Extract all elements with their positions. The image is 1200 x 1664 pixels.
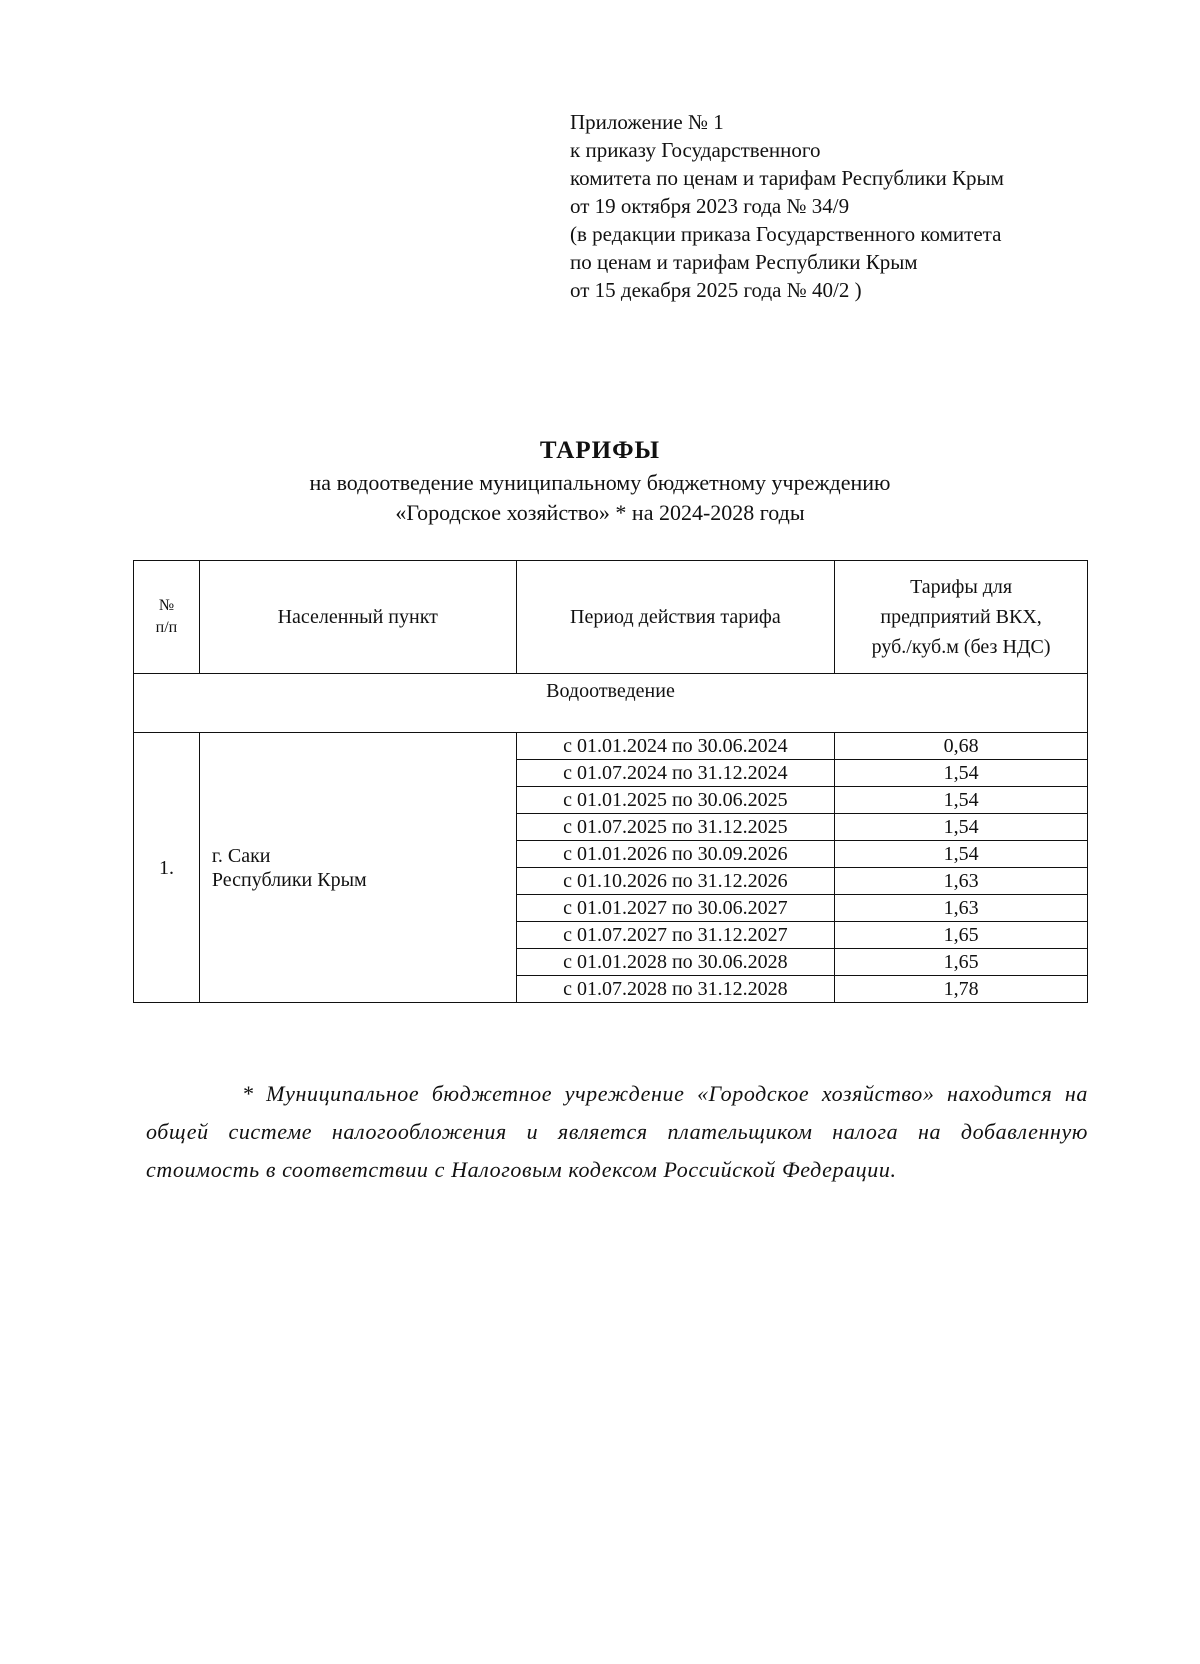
- appendix-line: от 19 октября 2023 года № 34/9: [570, 194, 850, 218]
- document-subtitle-line: «Городское хозяйство» * на 2024-2028 годы: [395, 500, 805, 525]
- appendix-line: к приказу Государственного: [570, 138, 821, 162]
- footnote: * Муниципальное бюджетное учреждение «Городское хозяйство» находится на общей системе налогообложения и является плательщиком налога на добавленную стоимость в соответствии с Налоговым кодексом Российской Федерации.: [146, 1081, 1088, 1182]
- document-title: ТАРИФЫ: [539, 437, 661, 464]
- table-header-row: [134, 561, 1088, 674]
- appendix-line: (в редакции приказа Государственного комитета: [570, 222, 1002, 246]
- period-cell: с 01.07.2025 по 31.12.2025: [516, 814, 835, 841]
- header-tariff-line: Тарифы для: [910, 576, 1013, 598]
- period-cell: с 01.01.2028 по 30.06.2028: [516, 949, 835, 976]
- tariffs-table: [133, 560, 1088, 1003]
- tariff-cell: 1,54: [835, 787, 1088, 814]
- header-period: Период действия тарифа: [516, 561, 835, 674]
- header-number-line: №: [158, 597, 175, 614]
- period-cell: с 01.01.2027 по 30.06.2027: [516, 895, 835, 922]
- period-cell: с 01.01.2026 по 30.09.2026: [516, 841, 835, 868]
- table-section-row: [134, 674, 1088, 733]
- period-cell: с 01.07.2024 по 31.12.2024: [516, 760, 835, 787]
- tariff-cell: 1,63: [835, 868, 1088, 895]
- tariff-cell: 1,63: [835, 895, 1088, 922]
- period-cell: с 01.07.2028 по 31.12.2028: [516, 976, 835, 1003]
- section-label: Водоотведение: [134, 674, 1088, 733]
- period-cell: с 01.10.2026 по 31.12.2026: [516, 868, 835, 895]
- tariff-cell: 1,65: [835, 949, 1088, 976]
- table-row: [134, 733, 1088, 760]
- header-number: [134, 561, 200, 674]
- period-cell: с 01.01.2024 по 30.06.2024: [516, 733, 835, 760]
- appendix-reference: [570, 108, 1004, 304]
- tariff-cell: 1,65: [835, 922, 1088, 949]
- period-cell: с 01.07.2027 по 31.12.2027: [516, 922, 835, 949]
- header-tariff: [835, 561, 1088, 674]
- header-tariff-line: предприятий ВКХ,: [880, 606, 1042, 628]
- document-subtitle-line: на водоотведение муниципальному бюджетному учреждению: [309, 470, 891, 495]
- period-cell: с 01.01.2025 по 30.06.2025: [516, 787, 835, 814]
- place-line: г. Саки: [211, 844, 271, 867]
- tariff-cell: 1,54: [835, 814, 1088, 841]
- tariff-cell: 1,54: [835, 841, 1088, 868]
- header-tariff-line: руб./куб.м (без НДС): [871, 636, 1051, 658]
- appendix-line: Приложение № 1: [570, 110, 724, 134]
- row-place: [199, 733, 516, 1003]
- tariff-cell: 1,54: [835, 760, 1088, 787]
- place-line: Республики Крым: [211, 868, 367, 891]
- tariff-cell: 1,78: [835, 976, 1088, 1003]
- appendix-line: комитета по ценам и тарифам Республики Крым: [570, 166, 1004, 190]
- document-heading: [0, 434, 1200, 528]
- header-place: Населенный пункт: [199, 561, 516, 674]
- appendix-line: от 15 декабря 2025 года № 40/2 ): [570, 278, 862, 302]
- tariff-cell: 0,68: [835, 733, 1088, 760]
- appendix-line: по ценам и тарифам Республики Крым: [570, 250, 918, 274]
- header-number-line: п/п: [155, 619, 178, 636]
- row-number: 1.: [134, 733, 200, 1003]
